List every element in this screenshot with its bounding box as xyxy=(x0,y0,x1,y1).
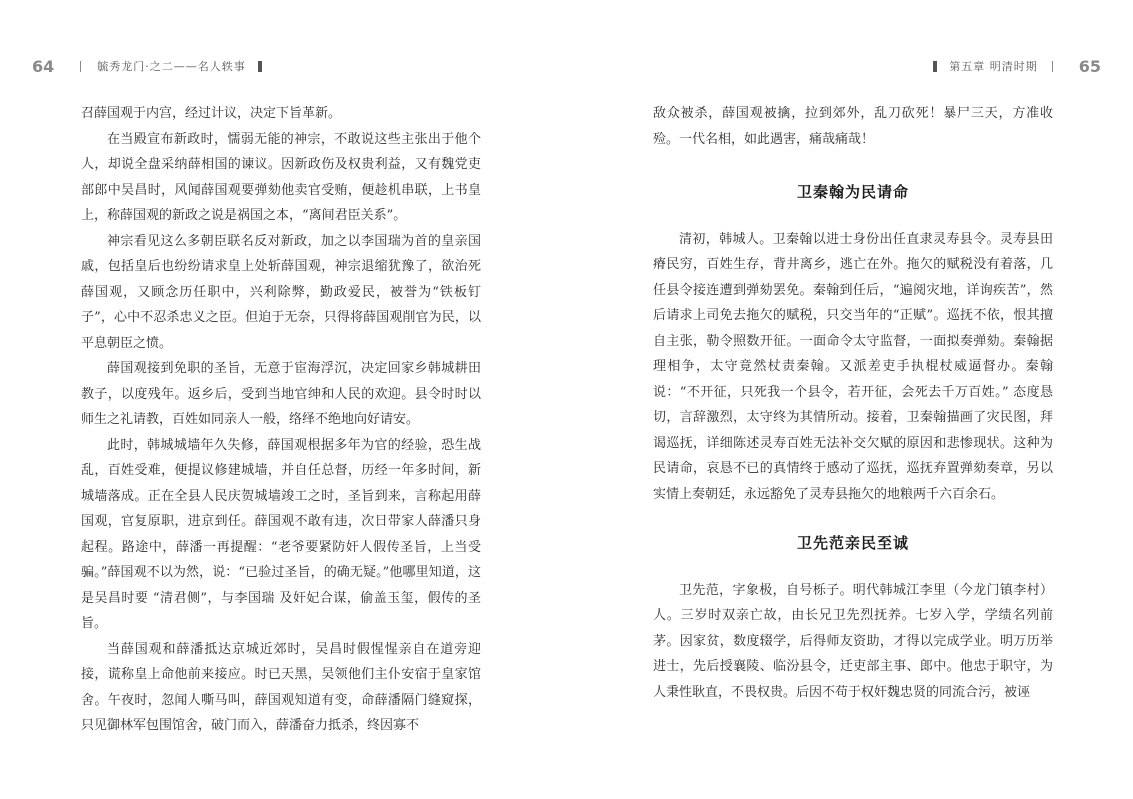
left-page-header xyxy=(32,52,262,80)
header-divider xyxy=(80,61,81,72)
left-page-body xyxy=(81,101,481,739)
right-page-body xyxy=(653,101,1053,705)
running-title: 毓秀龙门·之二——名人轶事 xyxy=(97,60,246,73)
page-number: 64 xyxy=(32,56,55,76)
section-heading: 卫秦翰为民请命 xyxy=(796,183,909,201)
page-number: 65 xyxy=(1078,56,1101,76)
paragraph: 敌众被杀，薛国观被擒，拉到郊外，乱刀砍死！暴尸三天，方准收殓。一代名相，如此遇害，痛哉痛哉！ xyxy=(653,106,1053,147)
left-page xyxy=(0,0,566,799)
paragraph: 卫先范，字象极，自号栎子。明代韩城江李里（今龙门镇李村）人。三岁时双亲亡故，由长兄卫先烈抚养。七岁入学，学绩名列前茅。因家贫，数度辍学，后得师友资助，才得以完成学业。明万历举进士，先后授襄陵、临汾县令，迁吏部主事、郎中。他忠于职守，为人秉性耿直，不畏权贵。后因不苟于权奸魏忠贤的同流合污，被诬 xyxy=(653,582,1053,700)
header-marker xyxy=(933,61,937,72)
header-divider xyxy=(1052,61,1053,72)
right-page-header xyxy=(933,52,1101,80)
paragraph: 召薛国观于内宫，经过计议，决定下旨革新。 xyxy=(81,106,342,121)
header-marker xyxy=(258,61,262,72)
section-heading: 卫先范亲民至诚 xyxy=(796,534,909,552)
paragraph: 在当殿宣布新政时，懦弱无能的神宗，不敢说这些主张出于他个人，却说全盘采纳薛相国的谏议。因新政伤及权贵利益，又有魏党吏部郎中吴昌时，风闻薛国观要弹劾他卖官受贿，便趁机串联，上书皇上，称薛国观的新政之说是祸国之本，“离间君臣关系”。 xyxy=(81,131,481,223)
right-page xyxy=(566,0,1133,799)
chapter-title: 第五章 明清时期 xyxy=(949,60,1038,73)
paragraph: 清初，韩城人。卫秦翰以进士身份出任直隶灵寿县令。灵寿县田瘠民穷，百姓生存，背井离乡，逃亡在外。拖欠的赋税没有着落，几任县令接连遭到弹劾罢免。秦翰到任后，“遍阅灾地，详询疾苦”，然后请求上司免去拖欠的赋税，只交当年的“正赋”。巡抚不依，恨其擅自主张，勒令照数开征。一面命令太守监督，一面拟奏弹劾。秦翰据理相争，太守竟然杖责秦翰。又派差吏手执棍杖威逼督办。秦翰说：“不开征，只死我一个县令，若开征，会死去千万百姓。” 态度恳切，言辞激烈，太守终为其情所动。接着，卫秦翰描画了灾民图，拜谒巡抚，详细陈述灵寿百姓无法补交欠赋的原因和悲惨现状。这种为民请命，哀恳不已的真情终于感动了巡抚，巡抚弃置弹劾奏章，另以实情上奏朝廷，永远豁免了灵寿县拖欠的地粮两千六百余石。 xyxy=(653,231,1053,502)
paragraph: 神宗看见这么多朝臣联名反对新政，加之以李国瑞为首的皇亲国戚，包括皇后也纷纷请求皇上处斩薛国观，神宗退缩犹豫了，欲治死薛国观，又顾念历任职中，兴利除弊，勤政爱民，被誉为“铁板钉子”，心中不忍杀忠义之臣。但迫于无奈，只得将薛国观削官为民，以平息朝臣之愤。 xyxy=(81,233,481,351)
paragraph: 薛国观接到免职的圣旨，无意于宦海浮沉，决定回家乡韩城耕田教子，以度残年。返乡后，受到当地官绅和人民的欢迎。县令时时以师生之礼请教，百姓如同亲人一般，络绎不绝地向好请安。 xyxy=(81,361,481,427)
paragraph: 当薛国观和薛潘抵达京城近郊时，吴昌时假惺惺亲自在道旁迎接，谎称皇上命他前来接应。时已天黑，吴领他们主仆安宿于皇家馆舍。午夜时，忽闻人嘶马叫，薛国观知道有变，命薛潘隔门缝窥探，只见御林军包围馆舍，破门而入，薛潘奋力抵杀，终因寡不 xyxy=(81,641,481,733)
paragraph: 此时，韩城城墙年久失修，薛国观根据多年为官的经验，恐生战乱，百姓受难，便提议修建城墙，并自任总督，历经一年多时间，新城墙落成。正在全县人民庆贺城墙竣工之时，圣旨到来，言称起用薛国观，官复原职，进京到任。薛国观不敢有违，次日带家人薛潘只身起程。路途中，薛潘一再提醒：“老爷要紧防奸人假传圣旨，上当受骗。”薛国观不以为然，说：“已验过圣旨，的确无疑。”他哪里知道，这是吴昌时要 “清君侧”，与李国瑞 及奸妃合谋，偷盖玉玺，假传的圣旨。 xyxy=(81,437,481,631)
